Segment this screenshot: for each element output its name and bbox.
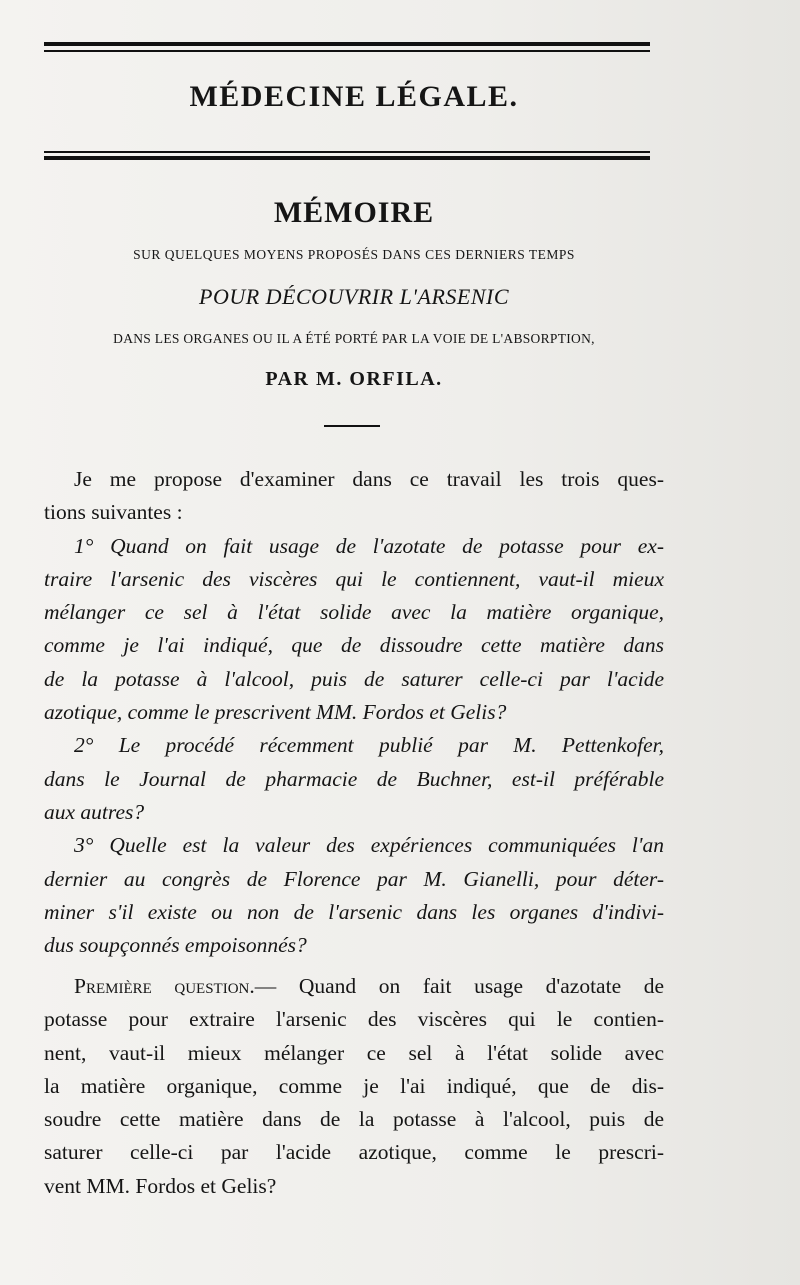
question-1-line: de la potasse à l'alcool, puis de saturer celle-ci par l'acide (44, 666, 664, 691)
question-1-line: 1° Quand on fait usage de l'azotate de potasse pour ex- (74, 533, 664, 558)
intro-line: tions suivantes : (44, 500, 183, 525)
first-question-line: soudre cette matière dans de la potasse à l'alcool, puis de (44, 1107, 664, 1132)
header-thick-rule (44, 156, 650, 160)
first-question-line: vent MM. Fordos et Gelis? (44, 1173, 277, 1198)
question-2-line: 2° Le procédé récemment publié par M. Pettenkofer, (74, 733, 664, 758)
main-text-block (44, 463, 664, 962)
question-3-line: dus soupçonnés empoisonnés? (44, 933, 307, 958)
first-question-line: potasse pour extraire l'arsenic des viscères qui le contien- (44, 1007, 664, 1032)
question-1-line: comme je l'ai indiqué, que de dissoudre cette matière dans (44, 633, 664, 658)
header-thin-rule (44, 151, 650, 153)
author-line: PAR M. ORFILA. (265, 368, 443, 390)
question-3-line: miner s'il existe ou non de l'arsenic dans les organes d'indivi- (44, 899, 664, 924)
first-question-line: la matière organique, comme je l'ai indiqué, que de dis- (44, 1073, 664, 1098)
top-thick-rule (44, 42, 650, 46)
question-3-line: dernier au congrès de Florence par M. Gianelli, pour déter- (44, 866, 664, 891)
top-thin-rule (44, 50, 650, 52)
first-question-block (44, 970, 664, 1203)
question-1-line: traire l'arsenic des viscères qui le contiennent, vaut-il mieux (44, 566, 664, 591)
subtitle-line-1: SUR QUELQUES MOYENS PROPOSÉS DANS CES DERNIERS TEMPS (133, 247, 575, 262)
question-2-line: aux autres? (44, 799, 145, 824)
question-1-line: azotique, comme le prescrivent MM. Fordos et Gelis? (44, 700, 507, 725)
first-question-label: Première question.— (74, 974, 277, 998)
question-3-line: 3° Quelle est la valeur des expériences communiquées l'an (74, 833, 664, 858)
first-question-line (44, 970, 664, 1003)
subtitle-line-3: DANS LES ORGANES OU IL A ÉTÉ PORTÉ PAR LA VOIE DE L'ABSORPTION, (113, 331, 595, 346)
first-question-line: saturer celle-ci par l'acide azotique, comme le prescri- (44, 1140, 664, 1165)
subtitle-line-2: POUR DÉCOUVRIR L'ARSENIC (199, 284, 509, 309)
title-separator-rule (324, 425, 380, 427)
memoire-title: MÉMOIRE (273, 196, 435, 229)
intro-line: Je me propose d'examiner dans ce travail les trois ques- (74, 467, 664, 491)
first-question-line: nent, vaut-il mieux mélanger ce sel à l'état solide avec (44, 1040, 664, 1065)
first-question-text: Quand on fait usage d'azotate de (276, 974, 664, 998)
section-title: MÉDECINE LÉGALE. (189, 80, 519, 113)
question-1-line: mélanger ce sel à l'état solide avec la matière organique, (44, 600, 664, 625)
question-2-line: dans le Journal de pharmacie de Buchner, est-il préférable (44, 766, 664, 791)
